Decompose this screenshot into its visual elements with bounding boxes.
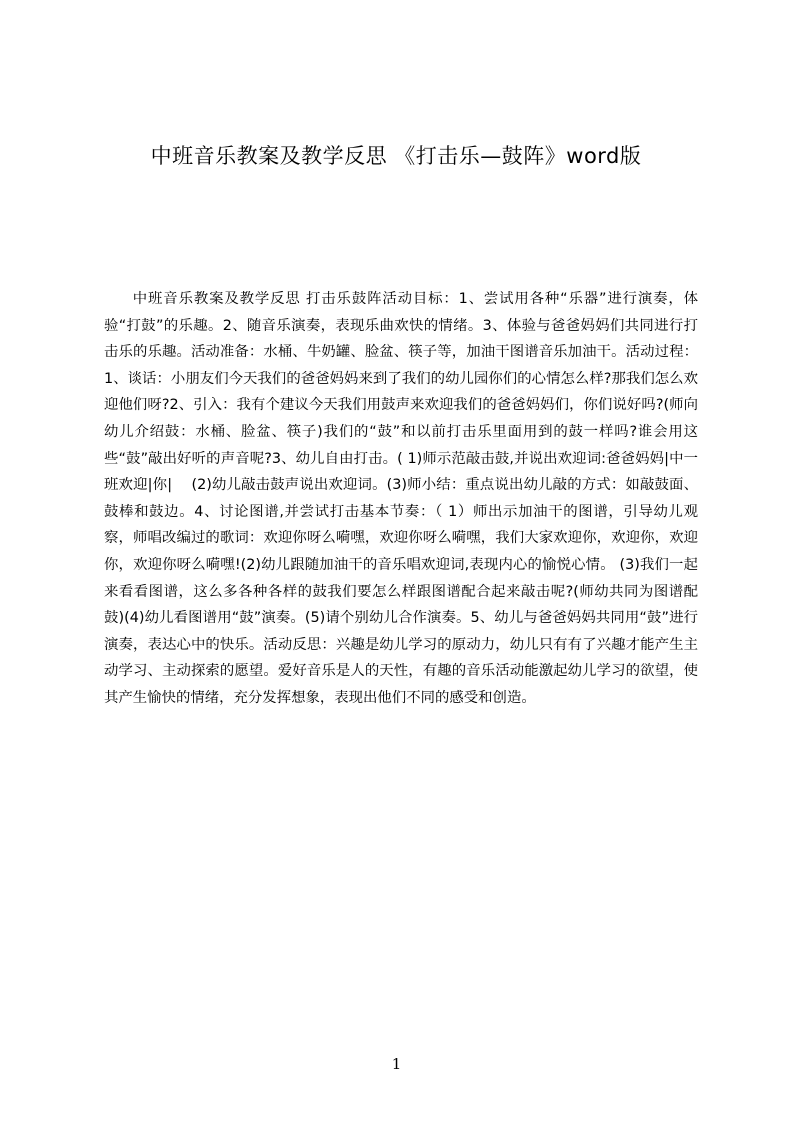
document-body-paragraph: 中班音乐教案及教学反思 打击乐鼓阵活动目标：1、尝试用各种“乐器”进行演奏，体验“打鼓”的乐趣。2、随音乐演奏，表现乐曲欢快的情绪。3、体验与爸爸妈妈们共同进行打击乐的乐趣。活动准备：水桶、牛奶罐、脸盆、筷子等，加油干图谱音乐加油干。活动过程：1、谈话：小朋友们今天我们的爸爸妈妈来到了我们的幼儿园你们的心情怎么样?那我们怎么欢迎他们呀?2、引入：我有个建议今天我们用鼓声来欢迎我们的爸爸妈妈们，你们说好吗?(师向幼儿介绍鼓：水桶、脸盆、筷子)我们的“鼓”和以前打击乐里面用到的鼓一样吗?谁会用这些“鼓”敲出好听的声音呢?3、幼儿自由打击。( 1)师示范敲击鼓,并说出欢迎词:爸爸妈妈|中一班欢迎|你| (2)幼儿敲击鼓声说出欢迎词。(3)师小结：重点说出幼儿敲的方式：如敲鼓面、鼓棒和鼓边。4、讨论图谱,并尝试打击基本节奏：（ 1）师出示加油干的图谱，引导幼儿观察，师唱改编过的歌词：欢迎你呀么嗬嘿，欢迎你呀么嗬嘿，我们大家欢迎你，欢迎你，欢迎你，欢迎你呀么嗬嘿!(2)幼儿跟随加油干的音乐唱欢迎词,表现内心的愉悦心情。 (3)我们一起来看看图谱，这么多各种各样的鼓我们要怎么样跟图谱配合起来敲击呢?(师幼共同为图谱配鼓)(4)幼儿看图谱用“鼓”演奏。(5)请个别幼儿合作演奏。5、幼儿与爸爸妈妈共同用“鼓”进行演奏，表达心中的快乐。活动反思：兴趣是幼儿学习的原动力，幼儿只有有了兴趣才能产生主动学习、主动探索的愿望。爱好音乐是人的天性，有趣的音乐活动能激起幼儿学习的欲望，使其产生愉快的情绪，充分发挥想象，表现出他们不同的感受和创造。 — [104, 291, 698, 706]
document-title: 中班音乐教案及教学反思 《打击乐—鼓阵》word版 — [150, 144, 642, 168]
page-number: 1 — [391, 1055, 402, 1073]
